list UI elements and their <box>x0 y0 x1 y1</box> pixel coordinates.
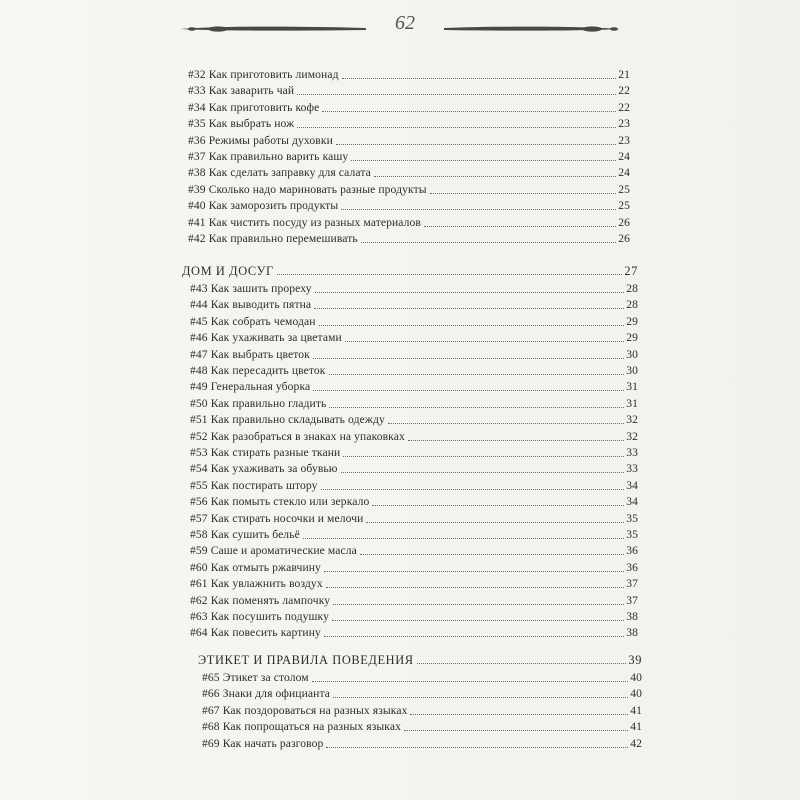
toc-entry <box>188 82 630 98</box>
toc-entry-title: #42 Как правильно перемешивать <box>188 232 358 245</box>
toc-entry-page: 32 <box>626 413 638 426</box>
toc-entry-page: 30 <box>626 348 638 361</box>
toc-entry <box>190 542 638 558</box>
dot-leader <box>324 570 624 572</box>
toc-entry <box>190 559 638 575</box>
toc-entry-page: 21 <box>618 68 630 81</box>
toc-entry-page: 41 <box>630 720 642 733</box>
toc-entry-page: 28 <box>626 282 638 295</box>
toc-entry-page: 27 <box>624 264 638 278</box>
dot-leader <box>312 680 628 682</box>
dot-leader <box>410 713 628 715</box>
toc-entry-page: 36 <box>626 561 638 574</box>
toc-entry <box>190 280 638 296</box>
toc-entry <box>188 148 630 164</box>
dot-leader <box>319 324 624 326</box>
toc-entry-page: 24 <box>618 166 630 179</box>
toc-entry <box>190 575 638 591</box>
toc-entry-page: 36 <box>626 544 638 557</box>
toc-entry-page: 34 <box>626 479 638 492</box>
toc-entry-title: #68 Как попрощаться на разных языках <box>202 720 402 733</box>
toc-entry <box>190 526 638 542</box>
toc-entry-page: 31 <box>626 397 638 410</box>
dot-leader <box>315 291 624 293</box>
toc-entry <box>190 346 638 362</box>
toc-entry <box>190 624 638 640</box>
toc-entry-title: #60 Как отмыть ржавчину <box>190 561 321 574</box>
toc-entry-page: 30 <box>626 364 638 377</box>
toc-entry <box>190 362 638 378</box>
dot-leader <box>297 93 616 95</box>
toc-entry <box>188 132 630 148</box>
dot-leader <box>408 439 624 441</box>
toc-entry-title: #65 Этикет за столом <box>202 671 309 684</box>
dot-leader <box>333 603 624 605</box>
toc-entry-page: 23 <box>618 134 630 147</box>
dot-leader <box>336 143 616 145</box>
toc-entry <box>202 702 642 718</box>
toc-entry-title: #35 Как выбрать нож <box>188 117 295 130</box>
toc-entry-page: 24 <box>618 150 630 163</box>
toc-entry-title: #43 Как зашить прореху <box>190 282 312 295</box>
toc-entry-page: 22 <box>618 84 630 97</box>
toc-entry-title: #34 Как приготовить кофе <box>188 101 320 114</box>
toc-entry-page: 34 <box>626 495 638 508</box>
toc-entry <box>202 685 642 701</box>
toc-entry-title: #58 Как сушить бельё <box>190 528 300 541</box>
toc-entry-title: #39 Сколько надо мариновать разные продукты <box>188 183 427 196</box>
dot-leader <box>342 77 616 79</box>
toc-entry-page: 35 <box>626 528 638 541</box>
toc-entry-title: #45 Как собрать чемодан <box>190 315 316 328</box>
toc-entry-title: #55 Как постирать штору <box>190 479 318 492</box>
toc-entry-title: #67 Как поздороваться на разных языках <box>202 704 408 717</box>
dot-leader <box>333 696 628 698</box>
toc-entry-title: #40 Как заморозить продукты <box>188 199 339 212</box>
section-heading <box>182 262 638 278</box>
toc-entry-page: 42 <box>630 737 642 750</box>
toc-entry-title: #41 Как чистить посуду из разных материалов <box>188 216 422 229</box>
toc-entry <box>202 718 642 734</box>
toc-entry-page: 29 <box>626 315 638 328</box>
toc-entry-page: 25 <box>618 183 630 196</box>
toc-entry <box>190 510 638 526</box>
toc-entry-page: 41 <box>630 704 642 717</box>
toc-entry-title: #59 Саше и ароматические масла <box>190 544 357 557</box>
dot-leader <box>303 537 624 539</box>
toc-entry <box>190 608 638 624</box>
toc-entry <box>188 214 630 230</box>
toc-entry <box>188 115 630 131</box>
toc-entry <box>188 66 630 82</box>
dot-leader <box>361 241 616 243</box>
toc-entry <box>202 669 642 685</box>
dot-leader <box>430 192 616 194</box>
toc-entry-title: #48 Как пересадить цветок <box>190 364 326 377</box>
toc-entry <box>202 735 642 751</box>
toc-entry <box>188 164 630 180</box>
toc-entry-page: 37 <box>626 577 638 590</box>
toc-entry-title: #36 Режимы работы духовки <box>188 134 333 147</box>
toc-entry <box>190 378 638 394</box>
toc-entry-page: 33 <box>626 462 638 475</box>
dot-leader <box>297 126 616 128</box>
dot-leader <box>322 110 616 112</box>
toc-entry-title: #44 Как выводить пятна <box>190 298 312 311</box>
toc-entry-title: #46 Как ухаживать за цветами <box>190 331 342 344</box>
toc-entry-page: 31 <box>626 380 638 393</box>
toc-entry-title: #57 Как стирать носочки и мелочи <box>190 512 364 525</box>
toc-entry-page: 39 <box>628 653 642 667</box>
toc-entry-title: #49 Генеральная уборка <box>190 380 311 393</box>
dot-leader <box>343 455 624 457</box>
toc-entry-title: #33 Как заварить чай <box>188 84 295 97</box>
toc-entry-page: 32 <box>626 430 638 443</box>
toc-entry <box>188 181 630 197</box>
dot-leader <box>341 208 616 210</box>
right-flourish-ornament <box>442 22 622 36</box>
dot-leader <box>324 635 624 637</box>
toc-entry-page: 22 <box>618 101 630 114</box>
toc-entry <box>190 329 638 345</box>
toc-entry-page: 25 <box>618 199 630 212</box>
toc-entry <box>190 493 638 509</box>
toc-entry-title: ДОМ И ДОСУГ <box>182 264 274 278</box>
toc-entry-title: #63 Как посушить подушку <box>190 610 329 623</box>
toc-entry-title: #53 Как стирать разные ткани <box>190 446 341 459</box>
toc-entry <box>188 230 630 246</box>
dot-leader <box>404 729 628 731</box>
dot-leader <box>329 406 624 408</box>
toc-entry <box>188 197 630 213</box>
toc-entry-title: #54 Как ухаживать за обувью <box>190 462 338 475</box>
dot-leader <box>321 488 624 490</box>
toc-entry-page: 23 <box>618 117 630 130</box>
dot-leader <box>314 307 624 309</box>
dot-leader <box>374 175 616 177</box>
left-flourish-ornament <box>178 22 368 36</box>
toc-entry-page: 33 <box>626 446 638 459</box>
dot-leader <box>345 340 624 342</box>
toc-entry-page: 35 <box>626 512 638 525</box>
toc-entry <box>190 428 638 444</box>
dot-leader <box>366 521 624 523</box>
toc-entry-title: #64 Как повесить картину <box>190 626 321 639</box>
dot-leader <box>372 504 624 506</box>
toc-entry <box>190 592 638 608</box>
toc-entry-page: 38 <box>626 610 638 623</box>
toc-entry-title: #47 Как выбрать цветок <box>190 348 310 361</box>
toc-entry <box>188 99 630 115</box>
section-heading <box>198 651 642 667</box>
toc-entry-page: 29 <box>626 331 638 344</box>
dot-leader <box>326 746 628 748</box>
toc-entry <box>190 313 638 329</box>
dot-leader <box>351 159 616 161</box>
dot-leader <box>277 273 623 275</box>
toc-entry <box>190 395 638 411</box>
page-header <box>0 10 800 46</box>
toc-entry-title: #52 Как разобраться в знаках на упаковках <box>190 430 405 443</box>
toc-entry-title: #69 Как начать разговор <box>202 737 324 750</box>
dot-leader <box>332 619 624 621</box>
dot-leader <box>341 471 624 473</box>
toc-entry-title: #66 Знаки для официанта <box>202 687 331 700</box>
toc-entry-title: ЭТИКЕТ И ПРАВИЛА ПОВЕДЕНИЯ <box>198 653 414 667</box>
toc-entry-title: #37 Как правильно варить кашу <box>188 150 349 163</box>
toc-entry-page: 37 <box>626 594 638 607</box>
toc-entry-page: 40 <box>630 671 642 684</box>
toc-entry <box>190 460 638 476</box>
toc-entry-title: #56 Как помыть стекло или зеркало <box>190 495 370 508</box>
toc-entry-title: #32 Как приготовить лимонад <box>188 68 339 81</box>
dot-leader <box>388 422 624 424</box>
toc-entry-page: 38 <box>626 626 638 639</box>
toc-entry-title: #62 Как поменять лампочку <box>190 594 331 607</box>
dot-leader <box>313 357 624 359</box>
toc-entry <box>190 296 638 312</box>
toc-entry <box>190 477 638 493</box>
toc-entry <box>190 444 638 460</box>
page-number: 62 <box>395 12 415 34</box>
toc-entry-title: #61 Как увлажнить воздух <box>190 577 323 590</box>
toc-entry-page: 26 <box>618 232 630 245</box>
toc-entry-title: #50 Как правильно гладить <box>190 397 327 410</box>
toc-entry-page: 26 <box>618 216 630 229</box>
dot-leader <box>313 389 624 391</box>
toc-entry-title: #38 Как сделать заправку для салата <box>188 166 371 179</box>
dot-leader <box>329 373 624 375</box>
dot-leader <box>360 553 624 555</box>
toc-entry-page: 28 <box>626 298 638 311</box>
toc-entry <box>190 411 638 427</box>
dot-leader <box>424 225 616 227</box>
dot-leader <box>417 662 627 664</box>
toc-entry-title: #51 Как правильно складывать одежду <box>190 413 385 426</box>
dot-leader <box>326 586 624 588</box>
toc-entry-page: 40 <box>630 687 642 700</box>
